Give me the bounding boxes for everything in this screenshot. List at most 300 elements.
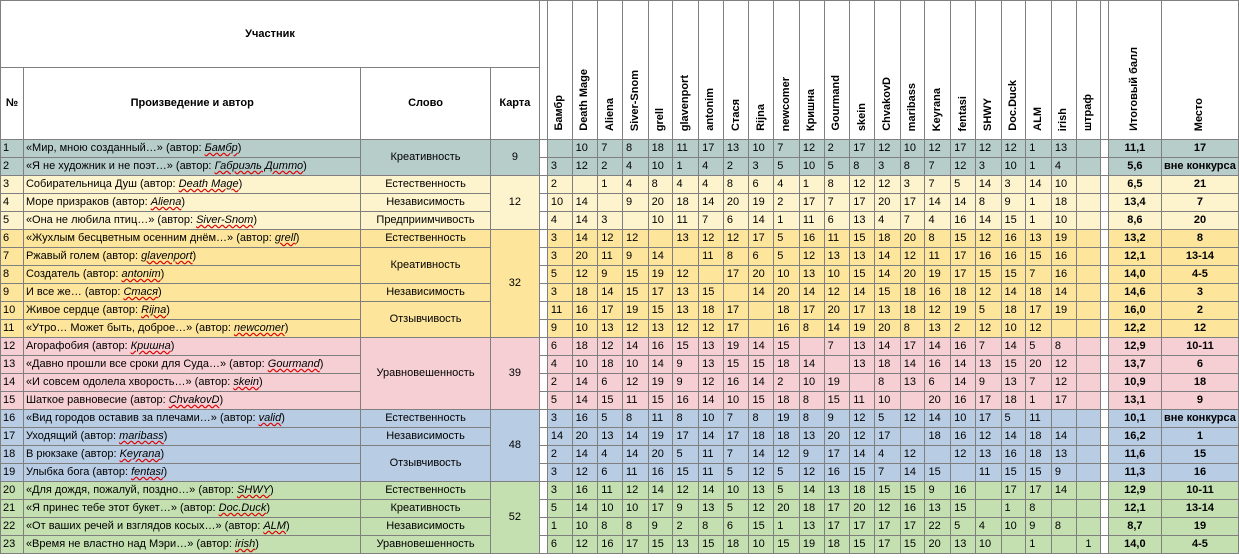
table-row bbox=[1, 536, 1239, 554]
score-cell: 18 bbox=[824, 536, 850, 554]
score-cell: 8 bbox=[925, 230, 951, 248]
word-cell: Креативность bbox=[361, 248, 490, 284]
score-cell: 14 bbox=[572, 446, 598, 464]
score-cell bbox=[547, 140, 572, 158]
score-cell: 14 bbox=[1051, 428, 1076, 446]
score-cell: 7 bbox=[925, 158, 951, 176]
judge-header-17: fentasi bbox=[951, 1, 976, 140]
row-number: 13 bbox=[1, 356, 24, 374]
score-cell bbox=[723, 284, 749, 302]
score-cell: 14 bbox=[572, 230, 598, 248]
word-cell: Отзывчивость bbox=[361, 302, 490, 338]
score-cell bbox=[749, 320, 774, 338]
score-cell: 15 bbox=[975, 266, 1001, 284]
score-cell: 10 bbox=[572, 518, 598, 536]
score-cell: 14 bbox=[951, 356, 976, 374]
score-cell: 10 bbox=[1051, 212, 1076, 230]
score-cell: 19 bbox=[1051, 230, 1076, 248]
score-cell: 16 bbox=[925, 284, 951, 302]
score-cell: 12 bbox=[1001, 140, 1026, 158]
total-score: 14,0 bbox=[1108, 536, 1161, 554]
spacer bbox=[540, 230, 548, 248]
score-cell: 17 bbox=[975, 392, 1001, 410]
author-name: antonim bbox=[121, 268, 161, 280]
score-cell: 19 bbox=[774, 410, 800, 428]
score-cell: 11 bbox=[547, 302, 572, 320]
score-cell: 11 bbox=[699, 248, 724, 266]
penalty-cell bbox=[1076, 464, 1100, 482]
score-cell: 16 bbox=[1001, 446, 1026, 464]
author-name: irish bbox=[235, 538, 256, 550]
work-title bbox=[23, 266, 361, 284]
score-cell: 11 bbox=[799, 212, 824, 230]
score-cell: 15 bbox=[749, 392, 774, 410]
row-number: 1 bbox=[1, 140, 24, 158]
score-cell: 15 bbox=[850, 464, 875, 482]
score-cell: 20 bbox=[925, 392, 951, 410]
place-cell: 2 bbox=[1161, 302, 1238, 320]
work-title bbox=[23, 284, 361, 302]
score-cell: 14 bbox=[925, 338, 951, 356]
table-row bbox=[1, 140, 1239, 158]
score-cell: 3 bbox=[598, 212, 623, 230]
judge-header-12: Gourmand bbox=[824, 1, 850, 140]
score-cell: 20 bbox=[749, 266, 774, 284]
score-cell: 11 bbox=[673, 212, 699, 230]
score-cell: 1 bbox=[1026, 140, 1052, 158]
total-score: 10,1 bbox=[1108, 410, 1161, 428]
score-cell: 16 bbox=[723, 374, 749, 392]
work-title bbox=[23, 212, 361, 230]
score-cell: 12 bbox=[572, 266, 598, 284]
score-cell: 8 bbox=[799, 410, 824, 428]
spacer bbox=[540, 374, 548, 392]
score-cell: 8 bbox=[623, 410, 649, 428]
score-cell: 14 bbox=[900, 464, 925, 482]
spacer bbox=[1101, 230, 1109, 248]
word-cell: Независимость bbox=[361, 194, 490, 212]
score-cell: 14 bbox=[875, 338, 901, 356]
score-cell: 20 bbox=[925, 536, 951, 554]
score-cell: 5 bbox=[723, 464, 749, 482]
score-cell: 2 bbox=[951, 320, 976, 338]
score-cell: 17 bbox=[875, 518, 901, 536]
score-cell: 8 bbox=[623, 518, 649, 536]
judge-header-9: Rijna bbox=[749, 1, 774, 140]
row-number: 4 bbox=[1, 194, 24, 212]
score-cell: 12 bbox=[799, 464, 824, 482]
place-cell: 7 bbox=[1161, 194, 1238, 212]
table-row bbox=[1, 230, 1239, 248]
score-cell: 15 bbox=[598, 392, 623, 410]
judge-header-1: Бамбр bbox=[547, 1, 572, 140]
score-cell: 13 bbox=[975, 356, 1001, 374]
work-title bbox=[23, 194, 361, 212]
score-cell: 12 bbox=[925, 140, 951, 158]
total-score: 11,6 bbox=[1108, 446, 1161, 464]
score-cell: 16 bbox=[824, 464, 850, 482]
judge-header-8: Стася bbox=[723, 1, 749, 140]
score-cell: 16 bbox=[648, 464, 673, 482]
score-cell: 2 bbox=[598, 158, 623, 176]
place-cell: 21 bbox=[1161, 176, 1238, 194]
score-cell: 17 bbox=[799, 194, 824, 212]
score-cell: 13 bbox=[749, 482, 774, 500]
score-cell: 7 bbox=[975, 338, 1001, 356]
score-cell: 2 bbox=[547, 446, 572, 464]
score-cell: 6 bbox=[547, 536, 572, 554]
card-cell: 48 bbox=[490, 410, 540, 482]
author-name: skein bbox=[233, 376, 259, 388]
spacer bbox=[1101, 194, 1109, 212]
score-cell: 1 bbox=[1026, 212, 1052, 230]
score-cell: 20 bbox=[875, 194, 901, 212]
score-cell: 12 bbox=[572, 536, 598, 554]
score-cell bbox=[648, 230, 673, 248]
penalty-cell bbox=[1076, 392, 1100, 410]
work-title-tail: ) bbox=[285, 520, 290, 532]
score-cell: 15 bbox=[623, 266, 649, 284]
table-row bbox=[1, 446, 1239, 464]
row-number: 12 bbox=[1, 338, 24, 356]
score-cell: 15 bbox=[648, 302, 673, 320]
total-score: 10,9 bbox=[1108, 374, 1161, 392]
score-cell: 11 bbox=[648, 410, 673, 428]
score-cell: 13 bbox=[850, 356, 875, 374]
score-cell: 5 bbox=[975, 302, 1001, 320]
score-cell: 13 bbox=[699, 500, 724, 518]
score-cell: 20 bbox=[572, 248, 598, 266]
score-cell: 3 bbox=[547, 410, 572, 428]
score-cell: 17 bbox=[875, 428, 901, 446]
score-cell: 13 bbox=[648, 320, 673, 338]
author-name: grell bbox=[274, 232, 296, 244]
spacer bbox=[540, 410, 548, 428]
score-cell: 16 bbox=[975, 248, 1001, 266]
score-cell: 3 bbox=[547, 482, 572, 500]
score-cell: 10 bbox=[749, 536, 774, 554]
score-cell: 10 bbox=[723, 482, 749, 500]
score-cell: 2 bbox=[547, 374, 572, 392]
score-cell: 15 bbox=[951, 230, 976, 248]
author-name: fentasi bbox=[131, 466, 164, 478]
score-cell: 20 bbox=[900, 266, 925, 284]
score-cell: 5 bbox=[774, 248, 800, 266]
work-title-text: Уходящий (автор: bbox=[25, 430, 120, 442]
author-name: newcomer bbox=[233, 322, 285, 334]
score-cell: 20 bbox=[1026, 356, 1052, 374]
score-cell: 7 bbox=[723, 410, 749, 428]
score-cell: 12 bbox=[975, 230, 1001, 248]
score-cell: 19 bbox=[623, 302, 649, 320]
table-row bbox=[1, 266, 1239, 284]
score-cell: 17 bbox=[850, 194, 875, 212]
score-cell: 12 bbox=[975, 140, 1001, 158]
score-cell: 8 bbox=[824, 176, 850, 194]
score-cell: 3 bbox=[547, 158, 572, 176]
total-score: 11,1 bbox=[1108, 140, 1161, 158]
work-title bbox=[23, 158, 361, 176]
score-cell: 3 bbox=[1001, 176, 1026, 194]
score-cell: 18 bbox=[774, 356, 800, 374]
row-number: 20 bbox=[1, 482, 24, 500]
score-cell: 18 bbox=[774, 392, 800, 410]
work-title-tail: ) bbox=[319, 358, 324, 370]
score-cell: 3 bbox=[749, 158, 774, 176]
score-cell: 17 bbox=[749, 230, 774, 248]
author-name: glavenport bbox=[141, 250, 193, 262]
score-cell: 5 bbox=[774, 482, 800, 500]
score-cell: 1 bbox=[774, 518, 800, 536]
score-cell: 13 bbox=[699, 338, 724, 356]
score-cell: 8 bbox=[699, 518, 724, 536]
score-cell: 5 bbox=[723, 500, 749, 518]
score-cell: 17 bbox=[648, 284, 673, 302]
score-cell: 17 bbox=[1001, 482, 1026, 500]
score-cell: 12 bbox=[673, 482, 699, 500]
spacer bbox=[1101, 284, 1109, 302]
score-cell: 10 bbox=[975, 536, 1001, 554]
score-cell: 4 bbox=[623, 158, 649, 176]
spacer bbox=[1101, 212, 1109, 230]
score-cell: 20 bbox=[850, 500, 875, 518]
score-cell: 15 bbox=[1001, 266, 1026, 284]
score-cell: 13 bbox=[673, 284, 699, 302]
score-cell: 14 bbox=[749, 338, 774, 356]
score-cell: 17 bbox=[824, 500, 850, 518]
score-cell: 11 bbox=[699, 446, 724, 464]
score-cell: 6 bbox=[598, 374, 623, 392]
score-cell: 10 bbox=[875, 392, 901, 410]
score-cell: 9 bbox=[975, 374, 1001, 392]
place-cell: 18 bbox=[1161, 374, 1238, 392]
score-cell: 12 bbox=[572, 158, 598, 176]
score-cell: 17 bbox=[1051, 392, 1076, 410]
table-row bbox=[1, 194, 1239, 212]
work-title bbox=[23, 482, 361, 500]
score-cell: 5 bbox=[598, 410, 623, 428]
score-cell: 7 bbox=[900, 212, 925, 230]
total-score: 8,6 bbox=[1108, 212, 1161, 230]
table-row bbox=[1, 500, 1239, 518]
judge-header-21: irish bbox=[1051, 1, 1076, 140]
row-number: 14 bbox=[1, 374, 24, 392]
place-cell: 10-11 bbox=[1161, 482, 1238, 500]
judge-header-7: antonim bbox=[699, 1, 724, 140]
score-cell: 19 bbox=[648, 374, 673, 392]
score-cell: 8 bbox=[850, 158, 875, 176]
score-cell: 14 bbox=[799, 284, 824, 302]
word-cell: Отзывчивость bbox=[361, 446, 490, 482]
table-row bbox=[1, 428, 1239, 446]
score-cell: 8 bbox=[1026, 500, 1052, 518]
row-number: 18 bbox=[1, 446, 24, 464]
score-cell: 9 bbox=[673, 374, 699, 392]
score-cell: 15 bbox=[875, 284, 901, 302]
word-cell: Естественность bbox=[361, 176, 490, 194]
score-cell: 17 bbox=[875, 536, 901, 554]
score-cell: 12 bbox=[925, 302, 951, 320]
judge-header-20: ALM bbox=[1026, 1, 1052, 140]
score-cell: 15 bbox=[824, 392, 850, 410]
score-cell: 19 bbox=[824, 374, 850, 392]
score-cell: 15 bbox=[1001, 464, 1026, 482]
score-cell: 1 bbox=[1026, 392, 1052, 410]
score-cell: 8 bbox=[900, 158, 925, 176]
place-cell: вне конкурса bbox=[1161, 158, 1238, 176]
score-cell: 18 bbox=[799, 500, 824, 518]
spacer bbox=[540, 320, 548, 338]
score-cell: 6 bbox=[598, 464, 623, 482]
place-cell: 12 bbox=[1161, 320, 1238, 338]
score-cell: 9 bbox=[648, 518, 673, 536]
work-title-tail: ) bbox=[170, 340, 175, 352]
score-cell: 7 bbox=[699, 212, 724, 230]
score-cell: 18 bbox=[572, 338, 598, 356]
work-title-tail: ) bbox=[266, 502, 271, 514]
score-cell: 11 bbox=[925, 248, 951, 266]
score-cell: 17 bbox=[723, 320, 749, 338]
score-cell: 18 bbox=[1001, 302, 1026, 320]
total-score: 12,9 bbox=[1108, 482, 1161, 500]
score-cell: 9 bbox=[824, 410, 850, 428]
table-row bbox=[1, 410, 1239, 428]
judge-header-18: SHWY bbox=[975, 1, 1001, 140]
author-name: Death Mage bbox=[178, 178, 239, 190]
score-cell bbox=[749, 302, 774, 320]
work-title bbox=[23, 176, 361, 194]
spacer bbox=[540, 302, 548, 320]
score-cell: 14 bbox=[572, 194, 598, 212]
score-cell: 12 bbox=[572, 464, 598, 482]
judge-header-19: Doc.Duck bbox=[1001, 1, 1026, 140]
table-row bbox=[1, 302, 1239, 320]
row-number: 3 bbox=[1, 176, 24, 194]
score-cell: 16 bbox=[598, 536, 623, 554]
penalty-cell bbox=[1076, 356, 1100, 374]
score-cell: 14 bbox=[749, 374, 774, 392]
score-cell: 20 bbox=[824, 428, 850, 446]
score-cell: 10 bbox=[598, 500, 623, 518]
score-cell: 12 bbox=[951, 158, 976, 176]
score-cell: 5 bbox=[547, 266, 572, 284]
score-cell: 15 bbox=[1001, 356, 1026, 374]
score-cell: 9 bbox=[1026, 518, 1052, 536]
work-title-tail: ) bbox=[219, 394, 224, 406]
score-cell: 5 bbox=[774, 230, 800, 248]
score-cell: 11 bbox=[850, 392, 875, 410]
score-cell: 5 bbox=[1001, 410, 1026, 428]
author-name: SHWY bbox=[236, 484, 270, 496]
score-cell: 12 bbox=[951, 446, 976, 464]
score-cell bbox=[572, 176, 598, 194]
judge-header-16: Keyrana bbox=[925, 1, 951, 140]
card-cell: 32 bbox=[490, 230, 540, 338]
score-cell: 19 bbox=[850, 320, 875, 338]
spacer bbox=[540, 212, 548, 230]
score-cell: 16 bbox=[925, 356, 951, 374]
place-cell: 17 bbox=[1161, 140, 1238, 158]
row-number: 15 bbox=[1, 392, 24, 410]
score-cell: 2 bbox=[774, 374, 800, 392]
score-cell: 7 bbox=[1026, 374, 1052, 392]
author-name: ALM bbox=[263, 520, 286, 532]
spacer bbox=[1101, 410, 1109, 428]
score-cell: 13 bbox=[1051, 140, 1076, 158]
score-cell: 13 bbox=[1001, 374, 1026, 392]
total-score: 14,6 bbox=[1108, 284, 1161, 302]
score-cell: 13 bbox=[850, 212, 875, 230]
author-name: Rijna bbox=[141, 304, 167, 316]
score-cell: 14 bbox=[850, 284, 875, 302]
score-cell bbox=[1051, 410, 1076, 428]
total-score: 12,2 bbox=[1108, 320, 1161, 338]
spacer bbox=[1101, 518, 1109, 536]
penalty-cell bbox=[1076, 140, 1100, 158]
score-cell: 13 bbox=[875, 302, 901, 320]
score-cell: 18 bbox=[673, 194, 699, 212]
score-cell: 15 bbox=[699, 536, 724, 554]
score-cell: 14 bbox=[623, 428, 649, 446]
score-cell: 19 bbox=[1051, 302, 1076, 320]
score-cell: 12 bbox=[774, 446, 800, 464]
total-score: 13,1 bbox=[1108, 392, 1161, 410]
score-cell: 14 bbox=[623, 338, 649, 356]
work-title-text: «Она не любила птиц…» (автор: bbox=[25, 214, 197, 226]
score-cell: 6 bbox=[723, 212, 749, 230]
table-row bbox=[1, 518, 1239, 536]
score-cell: 8 bbox=[799, 392, 824, 410]
total-score: 14,0 bbox=[1108, 266, 1161, 284]
score-cell bbox=[925, 446, 951, 464]
spacer bbox=[1101, 482, 1109, 500]
row-number: 21 bbox=[1, 500, 24, 518]
score-cell: 14 bbox=[699, 482, 724, 500]
score-cell: 12 bbox=[623, 482, 649, 500]
score-cell: 16 bbox=[1001, 248, 1026, 266]
score-cell: 16 bbox=[951, 338, 976, 356]
score-cell: 17 bbox=[648, 500, 673, 518]
work-title-text: «Вид городов оставив за плечами…» (автор: bbox=[25, 412, 259, 424]
place-cell: вне конкурса bbox=[1161, 410, 1238, 428]
penalty-cell bbox=[1076, 482, 1100, 500]
spacer bbox=[540, 446, 548, 464]
row-number: 16 bbox=[1, 410, 24, 428]
score-cell: 17 bbox=[850, 140, 875, 158]
table-row bbox=[1, 248, 1239, 266]
score-cell: 13 bbox=[975, 446, 1001, 464]
score-cell: 2 bbox=[547, 176, 572, 194]
penalty-cell bbox=[1076, 284, 1100, 302]
place-cell: 4-5 bbox=[1161, 536, 1238, 554]
judge-header-4: Siver-Snom bbox=[623, 1, 649, 140]
score-cell: 15 bbox=[850, 230, 875, 248]
score-cell: 20 bbox=[774, 500, 800, 518]
table-row bbox=[1, 320, 1239, 338]
score-cell bbox=[1051, 536, 1076, 554]
score-cell: 1 bbox=[673, 158, 699, 176]
word-cell: Естественность bbox=[361, 230, 490, 248]
score-cell: 10 bbox=[623, 500, 649, 518]
judge-header-2: Death Mage bbox=[572, 1, 598, 140]
work-title-text: Создатель (автор: bbox=[25, 268, 122, 280]
score-cell: 15 bbox=[900, 482, 925, 500]
author-name: Doc.Duck bbox=[218, 502, 267, 514]
score-cell: 14 bbox=[749, 212, 774, 230]
place-cell: 10-11 bbox=[1161, 338, 1238, 356]
score-cell: 11 bbox=[623, 392, 649, 410]
score-cell: 16 bbox=[951, 482, 976, 500]
